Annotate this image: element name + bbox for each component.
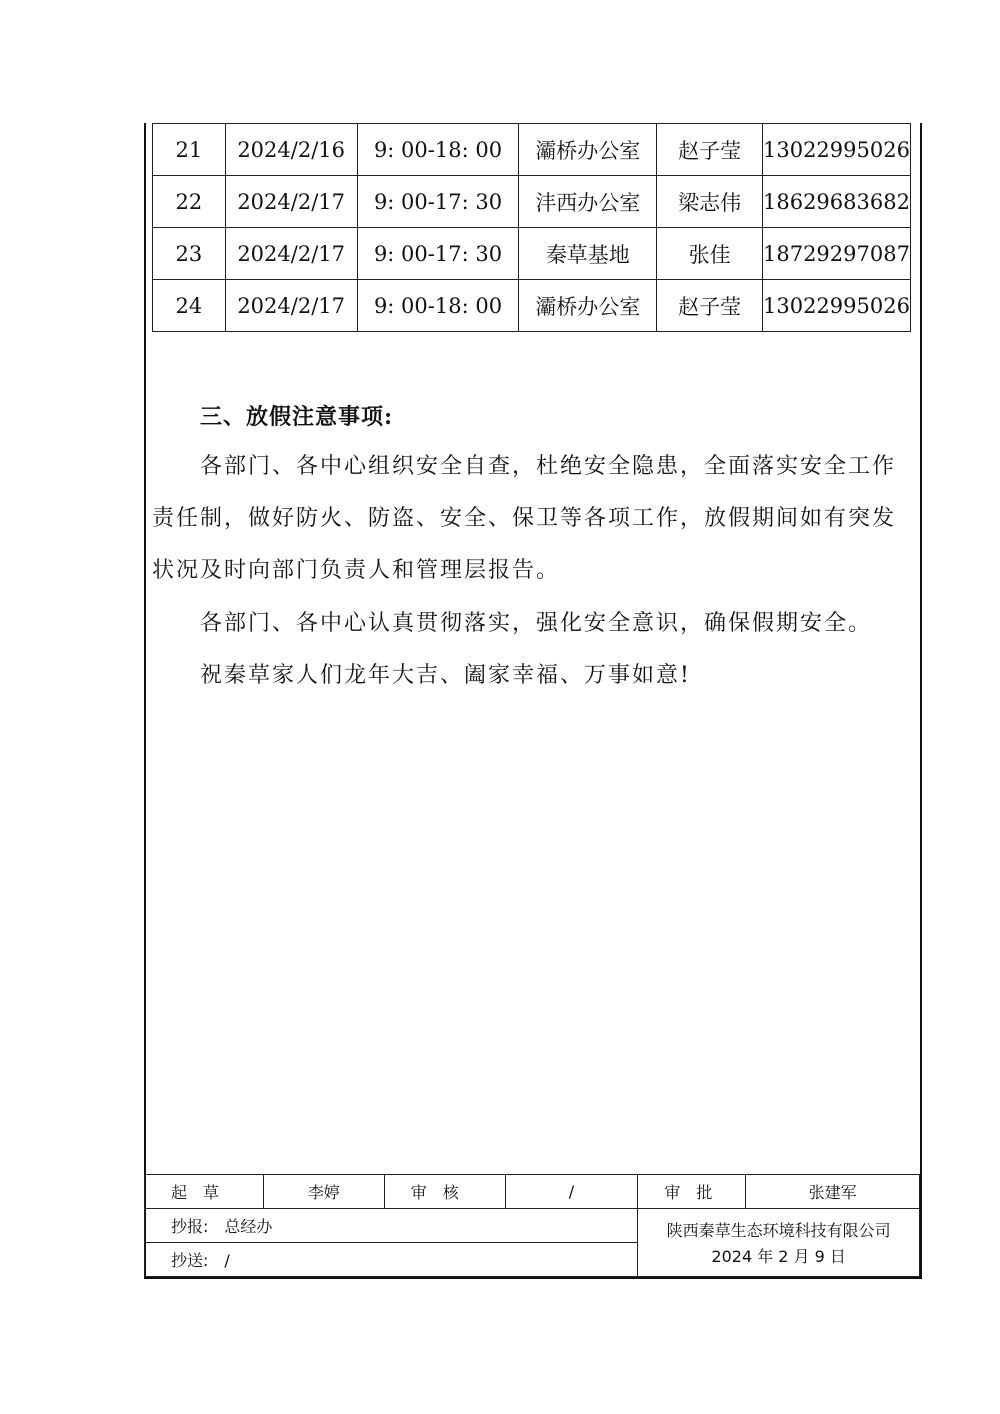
cell-place: 秦草基地 [519,228,657,280]
cell-time: 9: 00-18: 00 [357,124,519,176]
cell-phone: 18629683682 [762,176,910,228]
cell-time: 9: 00-17: 30 [357,228,519,280]
cell-phone: 13022995026 [762,280,910,332]
review-value: / [505,1175,638,1209]
issuer-block [638,1209,920,1277]
duty-schedule-table [152,123,911,332]
cell-date: 2024/2/17 [225,228,357,280]
approve-value: 张建军 [746,1175,920,1209]
cell-phone: 13022995026 [762,124,910,176]
cell-no: 23 [153,228,226,280]
notice-paragraph-2: 各部门、各中心认真贯彻落实，强化安全意识，确保假期安全。 [200,611,873,636]
cell-person: 赵子莹 [657,124,763,176]
report-to: 抄报: 总经办 [145,1209,638,1243]
cell-time: 9: 00-18: 00 [357,280,519,332]
cell-date: 2024/2/16 [225,124,357,176]
issue-date: 2024 年 2 月 9 日 [711,1246,846,1266]
cell-date: 2024/2/17 [225,176,357,228]
draft-label: 起 草 [145,1175,264,1209]
cell-time: 9: 00-17: 30 [357,176,519,228]
report-row [145,1209,920,1243]
cell-person: 赵子莹 [657,280,763,332]
cell-place: 灞桥办公室 [519,124,657,176]
cell-no: 24 [153,280,226,332]
notice-paragraph-3: 祝秦草家人们龙年大吉、阖家幸福、万事如意! [200,663,691,688]
table-row [153,228,911,280]
section-title: 三、放假注意事项: [200,404,394,430]
cell-person: 张佳 [657,228,763,280]
table-row [153,176,911,228]
cc-to: 抄送: / [145,1243,638,1277]
cell-no: 21 [153,124,226,176]
cell-place: 灞桥办公室 [519,280,657,332]
signoff-table [144,1174,920,1277]
notice-paragraph-1: 各部门、各中心组织安全自查，杜绝安全隐患，全面落实安全工作责任制，做好防火、防盗、安全、保卫等各项工作，放假期间如有突发状况及时向部门负责人和管理层报告。 [152,454,897,583]
approval-row [145,1175,920,1209]
draft-value: 李婷 [263,1175,384,1209]
table-row [153,124,911,176]
review-label: 审 核 [384,1175,505,1209]
cell-no: 22 [153,176,226,228]
cell-place: 沣西办公室 [519,176,657,228]
approve-label: 审 批 [638,1175,746,1209]
cell-person: 梁志伟 [657,176,763,228]
company-name: 陕西秦草生态环境科技有限公司 [666,1220,891,1240]
cell-date: 2024/2/17 [225,280,357,332]
table-row [153,280,911,332]
cell-phone: 18729297087 [762,228,910,280]
